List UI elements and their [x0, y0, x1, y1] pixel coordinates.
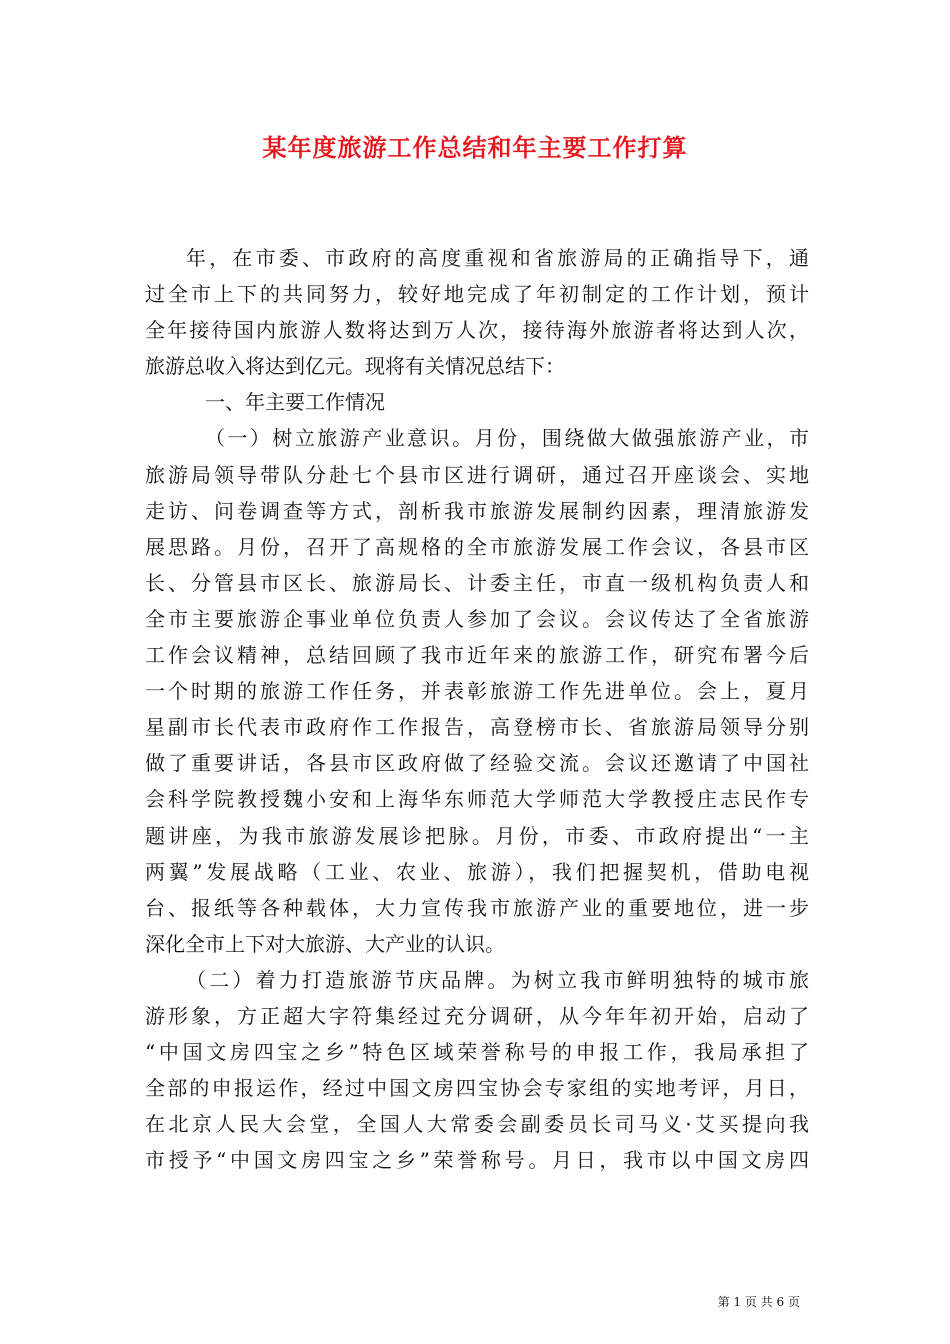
document-title: 某年度旅游工作总结和年主要工作打算	[262, 133, 688, 162]
body-line: 会科学院教授魏小安和上海华东师范大学师范大学教授庄志民作专	[145, 787, 809, 812]
body-line: 深化全市上下对大旅游、大产业的认识。	[145, 931, 505, 956]
body-line: 两翼”发展战略（工业、农业、旅游），我们把握契机，借助电视	[145, 859, 809, 884]
body-line: 一、年主要工作情况	[205, 390, 385, 415]
body-line: 游形象，方正超大字符集经过充分调研，从今年年初开始，启动了	[145, 1003, 809, 1028]
body-line: 旅游总收入将达到亿元。现将有关情况总结下：	[145, 354, 565, 379]
body-line: （一）树立旅游产业意识。月份，围绕做大做强旅游产业，市	[205, 426, 809, 451]
body-line: 展思路。月份，召开了高规格的全市旅游发展工作会议，各县市区	[145, 534, 809, 559]
body-line: 做了重要讲话，各县市区政府做了经验交流。会议还邀请了中国社	[145, 751, 809, 776]
body-line: （二）着力打造旅游节庆品牌。为树立我市鲜明独特的城市旅	[186, 967, 809, 992]
document-body	[145, 240, 809, 1178]
page-footer: 第 1 页 共 6 页	[717, 1295, 800, 1309]
body-line: 在北京人民大会堂，全国人大常委会副委员长司马义·艾买提向我	[145, 1112, 809, 1137]
body-line: 旅游局领导带队分赴七个县市区进行调研，通过召开座谈会、实地	[145, 462, 809, 487]
body-line: 市授予“中国文房四宝之乡”荣誉称号。月日，我市以中国文房四	[145, 1148, 809, 1173]
body-line: “中国文房四宝之乡”特色区域荣誉称号的申报工作，我局承担了	[145, 1040, 809, 1065]
body-line: 全部的申报运作，经过中国文房四宝协会专家组的实地考评，月日，	[145, 1076, 809, 1101]
body-line: 年，在市委、市政府的高度重视和省旅游局的正确指导下，通	[186, 246, 809, 270]
body-line: 走访、问卷调查等方式，剖析我市旅游发展制约因素，理清旅游发	[145, 498, 809, 523]
body-line: 过全市上下的共同努力，较好地完成了年初制定的工作计划，预计	[145, 282, 809, 307]
body-line: 长、分管县市区长、旅游局长、计委主任，市直一级机构负责人和	[145, 570, 809, 595]
body-line: 工作会议精神，总结回顾了我市近年来的旅游工作，研究布署今后	[145, 643, 809, 668]
body-line: 题讲座，为我市旅游发展诊把脉。月份，市委、市政府提出“一主	[145, 823, 809, 848]
body-line: 星副市长代表市政府作工作报告，高登榜市长、省旅游局领导分别	[145, 715, 809, 740]
body-line: 全市主要旅游企事业单位负责人参加了会议。会议传达了全省旅游	[145, 606, 809, 631]
body-line: 台、报纸等各种载体，大力宣传我市旅游产业的重要地位，进一步	[145, 895, 809, 920]
body-line: 全年接待国内旅游人数将达到万人次，接待海外旅游者将达到人次，	[145, 318, 809, 343]
body-line: 一个时期的旅游工作任务，并表彰旅游工作先进单位。会上，夏月	[145, 679, 809, 704]
